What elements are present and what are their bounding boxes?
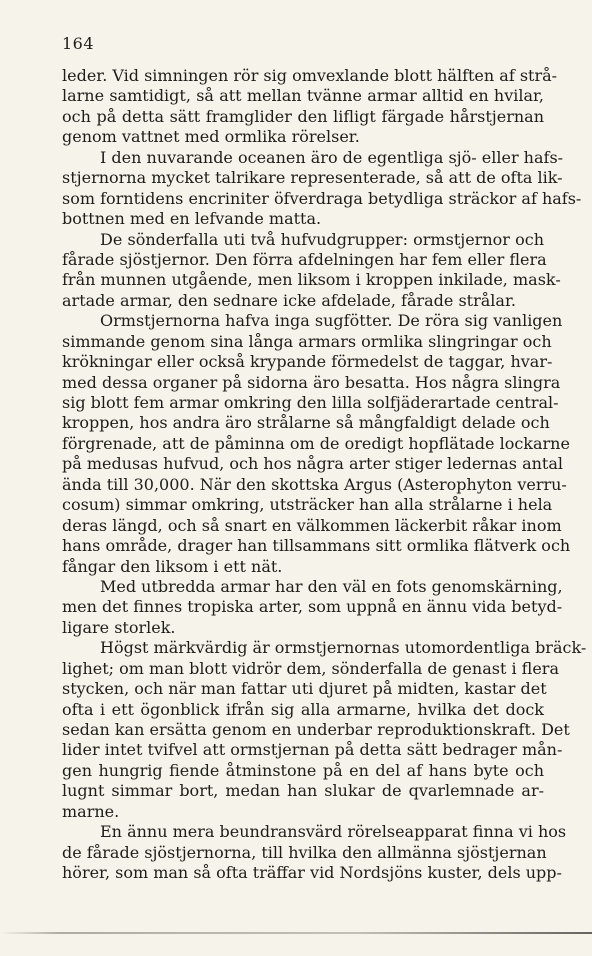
text-line: på medusas hufvud, och hos några arter stiger ledernas antal	[62, 454, 564, 474]
text-line: lighet; om man blott vidrör dem, sönderfalla de genast i flera	[62, 658, 559, 678]
text-line: hans område, drager han tillsammans sitt ormlika flätverk och	[62, 536, 571, 556]
text-line: stycken, och när man fattar uti djuret på midten, kastar det	[62, 679, 547, 699]
text-line: stjernorna mycket talrikare representerade, så att de ofta lik-	[62, 168, 563, 188]
text-line: med dessa organer på sidorna äro besatta. Hos några slingra	[62, 372, 561, 392]
text-line: I den nuvarande oceanen äro de egentliga sjö- eller hafs-	[100, 147, 564, 167]
text-line: men det finnes tropiska arter, som uppnå en ännu vida betyd-	[62, 597, 563, 617]
text-line: förgrenade, att de påminna om de oredigt hopflätade lockarne	[62, 433, 570, 453]
text-line: larne samtidigt, så att mellan tvänne armar alltid en hvilar,	[62, 86, 544, 106]
text-line: ofta i ett ögonblick ifrån sig alla armarne, hvilka det dock	[62, 699, 544, 719]
text-line: sedan kan ersätta genom en underbar reproduktionskraft. Det	[62, 720, 570, 739]
text-line: marne.	[62, 801, 120, 821]
text-line: deras längd, och så snart en välkommen läckerbit råkar inom	[62, 515, 562, 535]
body-text	[62, 66, 587, 884]
text-line: simmande genom sina långa armars ormlika slingringar och	[62, 331, 552, 351]
text-line: bottnen med en lefvande matta.	[62, 209, 322, 229]
text-line: De sönderfalla uti två hufvudgrupper: ormstjernor och	[100, 229, 544, 249]
text-line: kroppen, hos andra äro strålarne så mångfaldigt delade och	[62, 413, 550, 433]
text-line: leder. Vid simningen rör sig omvexlande blott hälften af strå-	[62, 66, 558, 85]
text-line: och på detta sätt framglider den lifligt färgade hårstjernan	[62, 106, 544, 126]
text-line: fårade sjöstjernor. Den förra afdelningen har fem eller flera	[62, 249, 547, 269]
text-line: lider intet tvifvel att ormstjernan på detta sätt bedrager mån-	[62, 740, 563, 760]
text-line: Med utbredda armar har den väl en fots genomskärning,	[100, 576, 563, 596]
text-line: som forntidens encriniter öfverdraga betydliga sträckor af hafs-	[62, 188, 582, 208]
text-line: cosum) simmar omkring, utsträcker han alla strålarne i hela	[62, 495, 553, 515]
page-number: 164	[62, 34, 95, 53]
text-line: ända till 30,000. När den skottska Argus (Asterophyton verru-	[62, 474, 567, 494]
text-line: de fårade sjöstjernorna, till hvilka den allmänna sjöstjernan	[62, 842, 547, 862]
text-line: gen hungrig fiende åtminstone på en del af hans byte och	[62, 760, 544, 780]
text-line: krökningar eller också krypande förmedelst de taggar, hvar-	[62, 352, 553, 372]
text-line: Högst märkvärdig är ormstjernornas utomordentliga bräck-	[100, 638, 587, 658]
text-line: sig blott fem armar omkring den lilla solfjäderartade central-	[62, 393, 559, 412]
text-line: Ormstjernorna hafva inga sugfötter. De röra sig vanligen	[100, 311, 563, 331]
text-line: En ännu mera beundransvärd rörelseapparat finna vi hos	[100, 822, 567, 842]
text-line: hörer, som man så ofta träffar vid Nordsjöns kuster, dels upp-	[62, 863, 562, 883]
text-line: genom vattnet med ormlika rörelser.	[62, 127, 360, 147]
text-line: fångar den liksom i ett nät.	[62, 556, 283, 576]
text-line: artade armar, den sednare icke afdelade, fårade strålar.	[62, 290, 516, 310]
text-line: ligare storlek.	[62, 617, 176, 637]
text-line: från munnen utgående, men liksom i kroppen inkilade, mask-	[62, 270, 561, 290]
page-bottom-edge	[0, 932, 592, 934]
text-line: lugnt simmar bort, medan han slukar de qvarlemnade ar-	[62, 781, 544, 801]
